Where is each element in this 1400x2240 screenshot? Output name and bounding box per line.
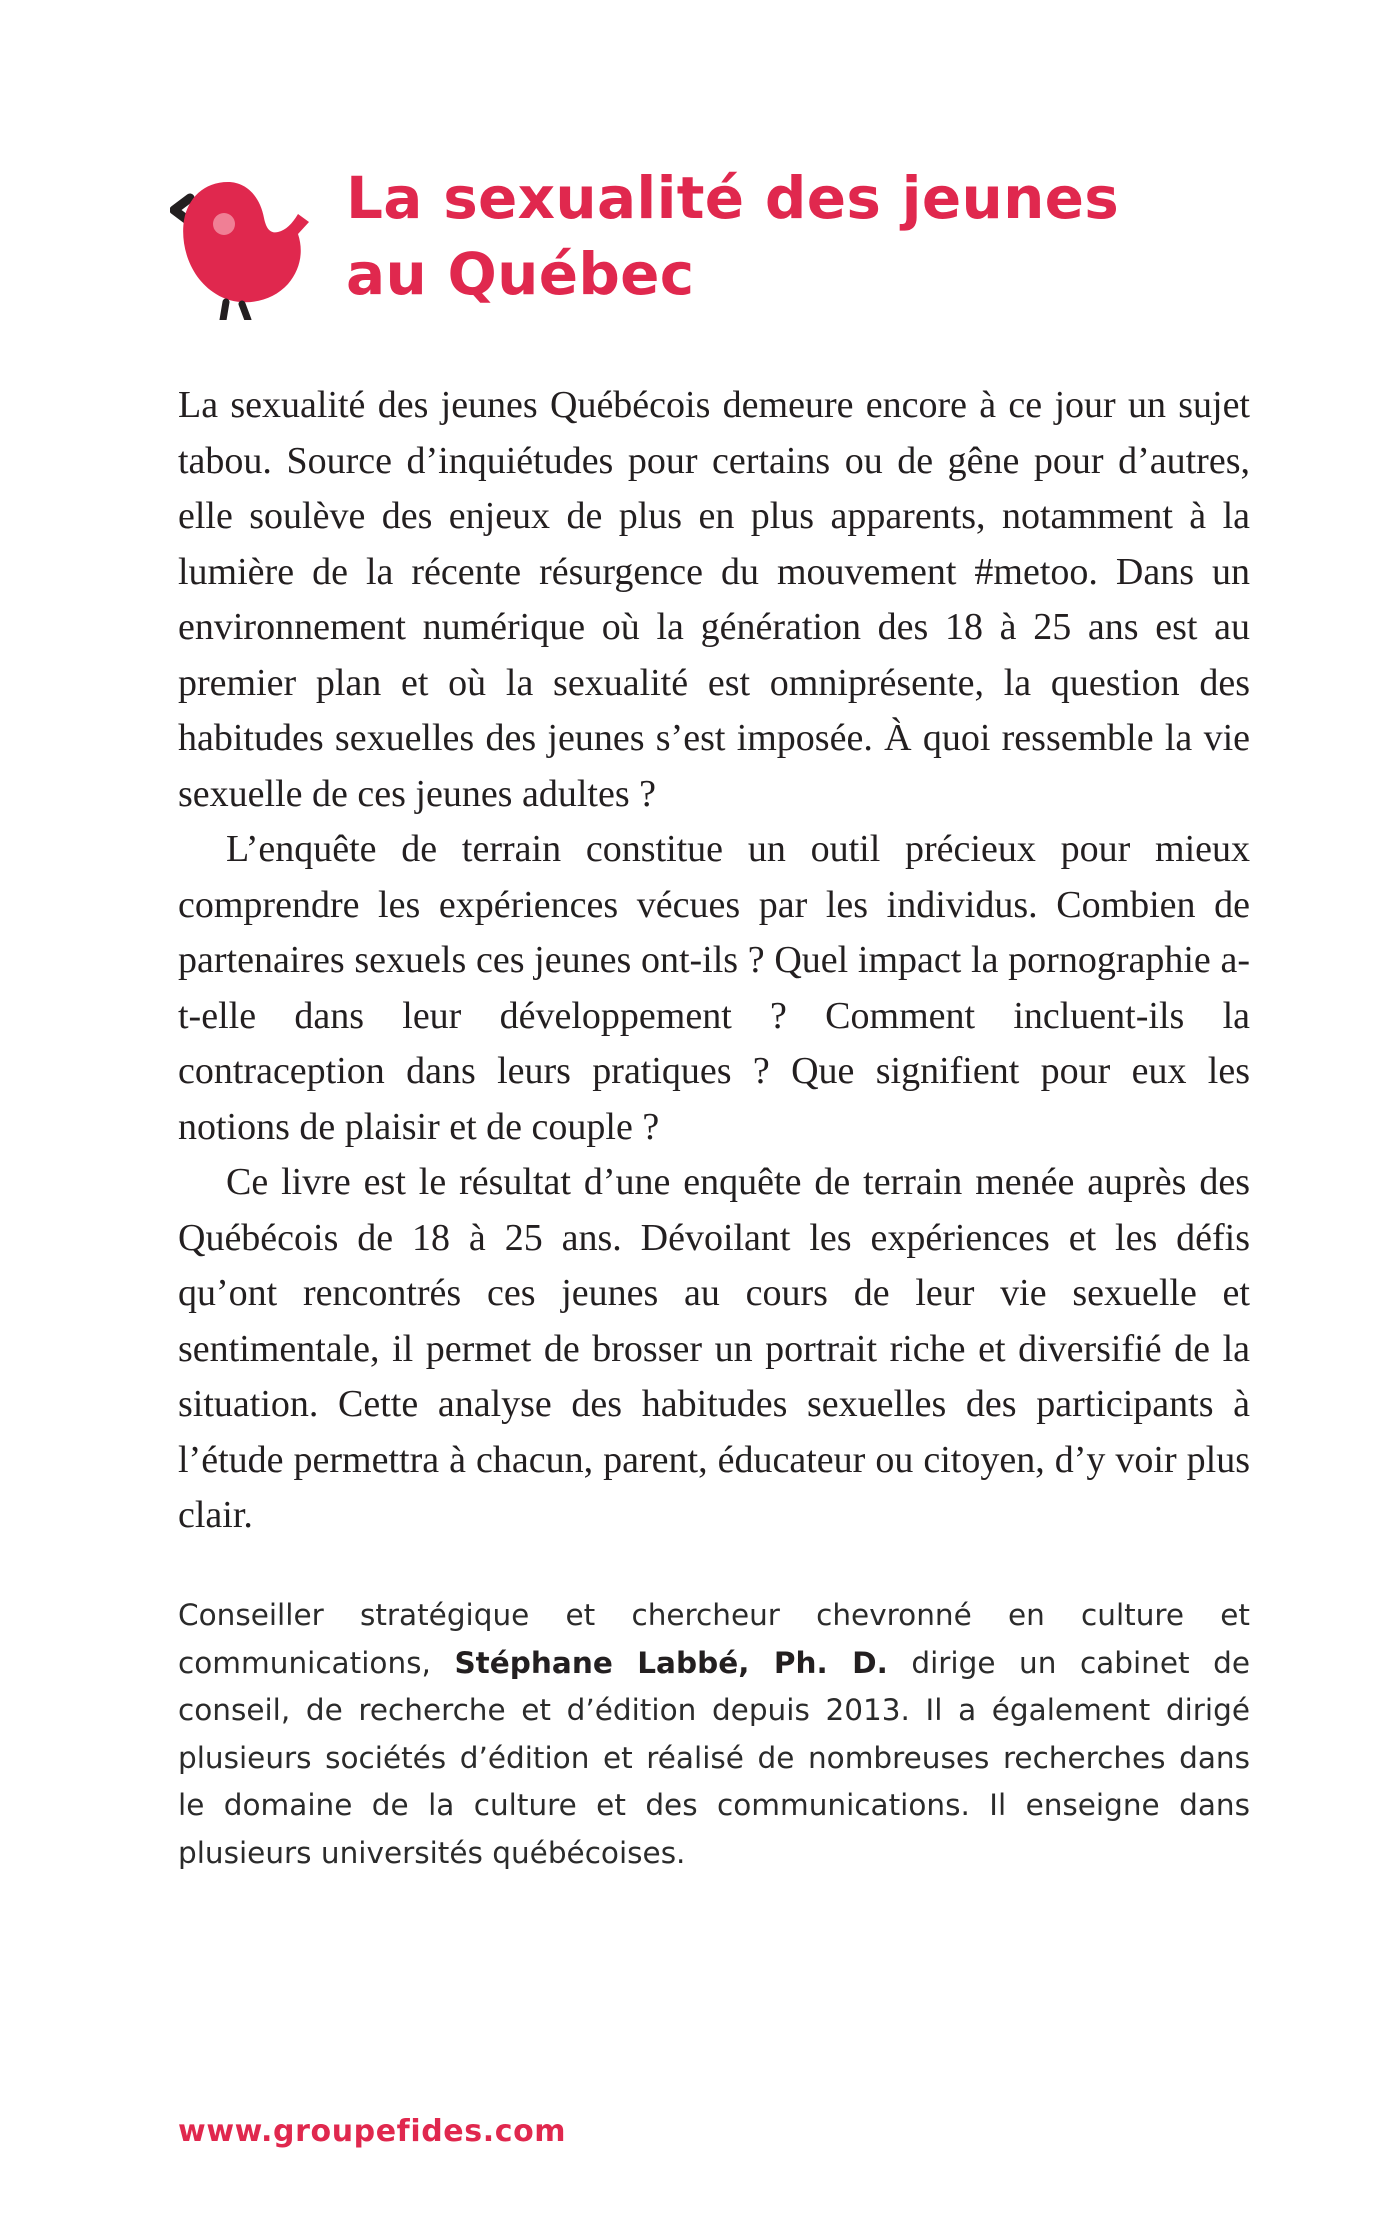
author-bio — [178, 1592, 1250, 1877]
author-bio-rest: dirige un cabinet de conseil, de recherche et d’édition depuis 2013. Il a également dirigé plusieurs sociétés d’édition et réalisé de nombreuses recherches dans le domaine de la culture et des communications. Il enseigne dans plusieurs universités québécoises. — [178, 1645, 1251, 1870]
book-header — [170, 160, 1270, 330]
author-name: Stéphane Labbé, Ph. D. — [454, 1645, 888, 1680]
book-title-line-2: au Québec — [346, 240, 695, 308]
summary-paragraph-2: L’enquête de terrain constitue un outil précieux pour mieux comprendre les expériences vécues par les individus. Combien de partenaires sexuels ces jeunes ont-ils ? Quel impact la pornographie a-t-elle dans leur développement ? Comment incluent-ils la contraception dans leurs pratiques ? Que signifient pour eux les notions de plaisir et de couple ? — [178, 828, 1250, 1148]
book-title-line-1: La sexualité des jeunes — [346, 164, 1120, 232]
author-bio-intro: Conseiller stratégique et chercheur chevronné en culture et communications, — [178, 1598, 1250, 1680]
bird-icon — [170, 178, 312, 320]
book-title — [346, 160, 1119, 312]
summary-paragraph-1: La sexualité des jeunes Québécois demeure encore à ce jour un sujet tabou. Source d’inquiétudes pour certains ou de gêne pour d’autres, elle soulève des enjeux de plus en plus apparents, notamment à la lumière de la récente résurgence du mouvement #metoo. Dans un environnement numérique où la génération des 18 à 25 ans est au premier plan et où la sexualité est omniprésente, la question des habitudes sexuelles des jeunes s’est imposée. À quoi ressemble la vie sexuelle de ces jeunes adultes ? — [178, 384, 1250, 815]
summary-text — [178, 378, 1250, 1544]
publisher-website[interactable]: www.groupefides.com — [178, 2114, 567, 2149]
summary-paragraph-3: Ce livre est le résultat d’une enquête de terrain menée auprès des Québécois de 18 à 25 ans. Dévoilant les expériences et les défis qu’ont rencontrés ces jeunes au cours de leur vie sexuelle et sentimentale, il permet de brosser un portrait riche et diversifié de la situation. Cette analyse des habitudes sexuelles des participants à l’étude permettra à chacun, parent, éducateur ou citoyen, d’y voir plus clair. — [178, 1161, 1250, 1536]
